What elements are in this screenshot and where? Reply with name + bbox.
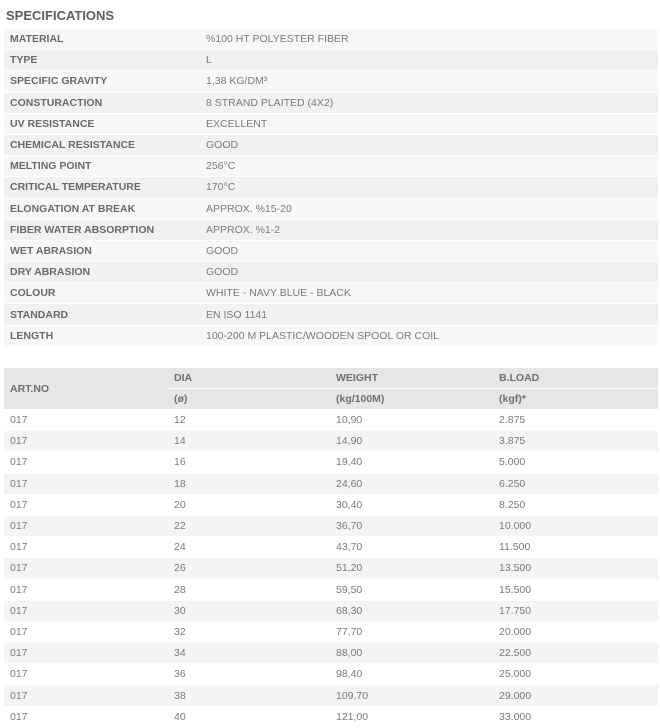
spec-label: MELTING POINT bbox=[4, 156, 200, 177]
dia-cell: 40 bbox=[168, 706, 330, 727]
table-row bbox=[4, 643, 658, 664]
product-table-body bbox=[4, 410, 658, 728]
spec-row bbox=[4, 240, 658, 261]
spec-value: 1,38 KG/DM³ bbox=[200, 71, 658, 92]
spec-row bbox=[4, 325, 658, 346]
weight-cell: 19,40 bbox=[330, 452, 493, 473]
bload-cell: 29.000 bbox=[493, 685, 658, 706]
artno-cell: 017 bbox=[4, 494, 168, 515]
artno-cell: 017 bbox=[4, 410, 168, 431]
spec-value: 170°C bbox=[200, 177, 658, 198]
product-table-header bbox=[4, 368, 658, 410]
artno-cell: 017 bbox=[4, 473, 168, 494]
weight-cell: 51,20 bbox=[330, 558, 493, 579]
dia-cell: 28 bbox=[168, 579, 330, 600]
spec-value: 8 STRAND PLAITED (4X2) bbox=[200, 92, 658, 113]
table-row bbox=[4, 664, 658, 685]
spec-value: WHITE - NAVY BLUE - BLACK bbox=[200, 283, 658, 304]
table-row bbox=[4, 706, 658, 727]
spec-row bbox=[4, 262, 658, 283]
spec-row bbox=[4, 29, 658, 50]
bload-cell: 3.875 bbox=[493, 431, 658, 452]
header-row-1 bbox=[4, 368, 658, 389]
table-row bbox=[4, 515, 658, 536]
artno-cell: 017 bbox=[4, 452, 168, 473]
spec-row bbox=[4, 283, 658, 304]
bload-cell: 6.250 bbox=[493, 473, 658, 494]
bload-cell: 10.000 bbox=[493, 515, 658, 536]
spec-label: WET ABRASION bbox=[4, 240, 200, 261]
spec-row bbox=[4, 177, 658, 198]
weight-cell: 24,60 bbox=[330, 473, 493, 494]
dia-cell: 32 bbox=[168, 621, 330, 642]
header-bload: B.LOAD bbox=[493, 368, 658, 389]
table-row bbox=[4, 452, 658, 473]
table-row bbox=[4, 537, 658, 558]
header-bload-unit: (kgf)* bbox=[493, 389, 658, 410]
spec-value: %100 HT POLYESTER FIBER bbox=[200, 29, 658, 50]
table-row bbox=[4, 621, 658, 642]
bload-cell: 33.000 bbox=[493, 706, 658, 727]
weight-cell: 59,50 bbox=[330, 579, 493, 600]
header-dia: DIA bbox=[168, 368, 330, 389]
spec-row bbox=[4, 134, 658, 155]
bload-cell: 17.750 bbox=[493, 600, 658, 621]
header-weight: WEIGHT bbox=[330, 368, 493, 389]
spec-row bbox=[4, 92, 658, 113]
bload-cell: 20.000 bbox=[493, 621, 658, 642]
spec-label: DRY ABRASION bbox=[4, 262, 200, 283]
dia-cell: 14 bbox=[168, 431, 330, 452]
spec-label: SPECIFIC GRAVITY bbox=[4, 71, 200, 92]
dia-cell: 16 bbox=[168, 452, 330, 473]
artno-cell: 017 bbox=[4, 558, 168, 579]
spec-label: LENGTH bbox=[4, 325, 200, 346]
weight-cell: 121,00 bbox=[330, 706, 493, 727]
artno-cell: 017 bbox=[4, 537, 168, 558]
weight-cell: 109,70 bbox=[330, 685, 493, 706]
weight-cell: 77,70 bbox=[330, 621, 493, 642]
spec-value: L bbox=[200, 50, 658, 71]
spec-value: APPROX. %1-2 bbox=[200, 219, 658, 240]
dia-cell: 20 bbox=[168, 494, 330, 515]
bload-cell: 25.000 bbox=[493, 664, 658, 685]
spec-row bbox=[4, 198, 658, 219]
specifications-table bbox=[4, 29, 658, 347]
artno-cell: 017 bbox=[4, 431, 168, 452]
weight-cell: 36,70 bbox=[330, 515, 493, 536]
weight-cell: 68,30 bbox=[330, 600, 493, 621]
dia-cell: 24 bbox=[168, 537, 330, 558]
bload-cell: 8.250 bbox=[493, 494, 658, 515]
header-dia-unit: (ø) bbox=[168, 389, 330, 410]
weight-cell: 30,40 bbox=[330, 494, 493, 515]
spec-value: GOOD bbox=[200, 240, 658, 261]
spec-row bbox=[4, 71, 658, 92]
dia-cell: 38 bbox=[168, 685, 330, 706]
spec-label: CRITICAL TEMPERATURE bbox=[4, 177, 200, 198]
table-row bbox=[4, 579, 658, 600]
bload-cell: 2.875 bbox=[493, 410, 658, 431]
table-row bbox=[4, 431, 658, 452]
dia-cell: 26 bbox=[168, 558, 330, 579]
dia-cell: 30 bbox=[168, 600, 330, 621]
product-table bbox=[4, 368, 658, 728]
spec-row bbox=[4, 156, 658, 177]
bload-cell: 13.500 bbox=[493, 558, 658, 579]
spec-label: COLOUR bbox=[4, 283, 200, 304]
spec-label: STANDARD bbox=[4, 304, 200, 325]
weight-cell: 14,90 bbox=[330, 431, 493, 452]
artno-cell: 017 bbox=[4, 643, 168, 664]
spec-label: MATERIAL bbox=[4, 29, 200, 50]
weight-cell: 43,70 bbox=[330, 537, 493, 558]
artno-cell: 017 bbox=[4, 600, 168, 621]
table-row bbox=[4, 473, 658, 494]
spec-row bbox=[4, 50, 658, 71]
weight-cell: 88,00 bbox=[330, 643, 493, 664]
specifications-body bbox=[4, 29, 658, 346]
spec-label: CHEMICAL RESISTANCE bbox=[4, 134, 200, 155]
artno-cell: 017 bbox=[4, 685, 168, 706]
weight-cell: 98,40 bbox=[330, 664, 493, 685]
header-weight-unit: (kg/100M) bbox=[330, 389, 493, 410]
spec-value: 100-200 M PLASTIC/WOODEN SPOOL OR COIL bbox=[200, 325, 658, 346]
spec-row bbox=[4, 219, 658, 240]
spec-label: ELONGATION AT BREAK bbox=[4, 198, 200, 219]
table-row bbox=[4, 410, 658, 431]
dia-cell: 18 bbox=[168, 473, 330, 494]
table-row bbox=[4, 558, 658, 579]
dia-cell: 34 bbox=[168, 643, 330, 664]
spec-row bbox=[4, 113, 658, 134]
table-row bbox=[4, 685, 658, 706]
artno-cell: 017 bbox=[4, 579, 168, 600]
bload-cell: 5.000 bbox=[493, 452, 658, 473]
spec-value: 256°C bbox=[200, 156, 658, 177]
dia-cell: 22 bbox=[168, 515, 330, 536]
artno-cell: 017 bbox=[4, 706, 168, 727]
spec-value: GOOD bbox=[200, 134, 658, 155]
spec-row bbox=[4, 304, 658, 325]
spec-label: FIBER WATER ABSORPTION bbox=[4, 219, 200, 240]
bload-cell: 22.500 bbox=[493, 643, 658, 664]
header-artno: ART.NO bbox=[4, 368, 168, 410]
artno-cell: 017 bbox=[4, 664, 168, 685]
spec-label: CONSTURACTION bbox=[4, 92, 200, 113]
weight-cell: 10,90 bbox=[330, 410, 493, 431]
bload-cell: 15.500 bbox=[493, 579, 658, 600]
spec-value: EXCELLENT bbox=[200, 113, 658, 134]
dia-cell: 12 bbox=[168, 410, 330, 431]
spec-label: TYPE bbox=[4, 50, 200, 71]
table-row bbox=[4, 600, 658, 621]
bload-cell: 11.500 bbox=[493, 537, 658, 558]
spec-value: EN ISO 1141 bbox=[200, 304, 658, 325]
spec-value: APPROX. %15-20 bbox=[200, 198, 658, 219]
dia-cell: 36 bbox=[168, 664, 330, 685]
artno-cell: 017 bbox=[4, 621, 168, 642]
artno-cell: 017 bbox=[4, 515, 168, 536]
spec-label: UV RESISTANCE bbox=[4, 113, 200, 134]
table-row bbox=[4, 494, 658, 515]
page-title: SPECIFICATIONS bbox=[6, 8, 115, 23]
spec-value: GOOD bbox=[200, 262, 658, 283]
